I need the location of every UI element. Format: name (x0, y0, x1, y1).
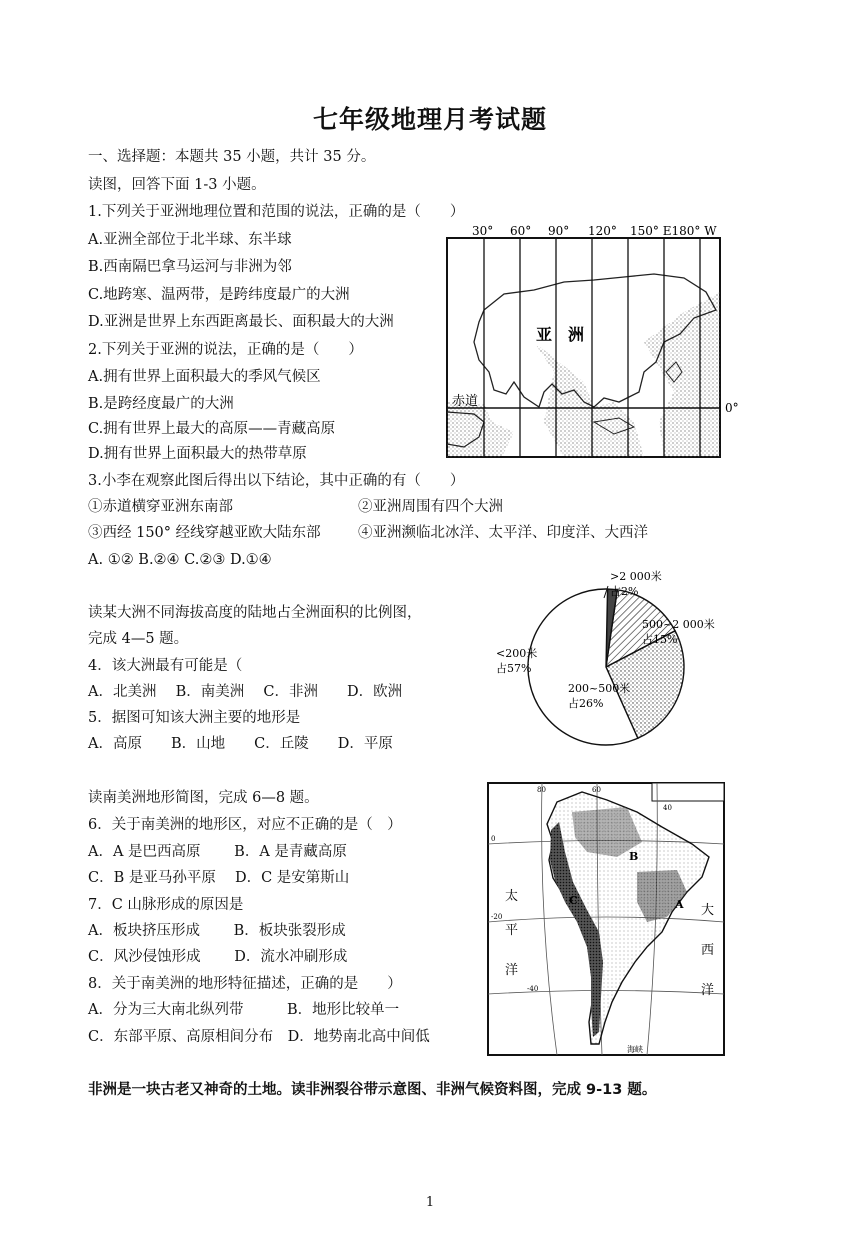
atlantic-label: 西 (701, 943, 715, 958)
question-1-option-b: B.西南隔巴拿马运河与非洲为邻 (88, 259, 292, 275)
section2-intro-line2: 完成 4—5 题。 (88, 631, 189, 647)
asia-continent-label: 亚 洲 (536, 325, 585, 344)
lat-label: -20 (491, 913, 503, 921)
lon-label: 80 (537, 786, 546, 794)
pie-label-range: <200米 (496, 647, 538, 660)
pie-label-share: 占15% (642, 633, 678, 646)
question-5-stem: 5．据图可知该大洲主要的地形是 (88, 710, 301, 726)
equator-label: 赤道 (452, 394, 479, 409)
south-america-map-figure (487, 782, 725, 1056)
page-number: 1 (425, 1195, 435, 1210)
asia-map-lon-label: 150° E180° W (630, 224, 717, 238)
asia-map-lon-label: 60° (510, 224, 532, 238)
elevation-pie-chart (476, 562, 736, 752)
asia-map-figure (444, 222, 744, 460)
sa-map-label-b: B (629, 850, 639, 863)
section3-intro: 读南美洲地形简图，完成 6—8 题。 (88, 790, 319, 806)
asia-map (444, 222, 744, 460)
question-3-stem: 3.小李在观察此图后得出以下结论，其中正确的有（ ） (88, 473, 465, 489)
pacific-label: 太 (505, 889, 519, 904)
asia-map-lon-label: 90° (548, 224, 570, 238)
question-7-stem: 7．C 山脉形成的原因是 (88, 897, 244, 913)
sa-map-label-a: A (675, 898, 684, 911)
question-3-options: A. ①② B.②④ C.②③ D.①④ (88, 552, 272, 568)
page-title: 七年级地理月考试题 (312, 105, 547, 134)
asia-map-lon-label: 120° (588, 224, 617, 238)
question-7-options-2: C．风沙侵蚀形成 D．流水冲刷形成 (88, 949, 348, 965)
question-3-statement-3: ③西经 150° 经线穿越亚欧大陆东部 (88, 525, 321, 541)
question-2-option-d: D.拥有世界上面积最大的热带草原 (88, 446, 307, 462)
pie-chart-svg (476, 562, 736, 752)
question-4-stem: 4．该大洲最有可能是（ (88, 658, 243, 674)
question-7-options-1: A．板块挤压形成 B．板块张裂形成 (88, 923, 346, 939)
pie-label-share: 占57% (496, 662, 532, 675)
lat-label: -40 (527, 985, 539, 993)
question-2-stem: 2.下列关于亚洲的说法，正确的是（ ） (88, 342, 363, 358)
section2-intro-line1: 读某大洲不同海拔高度的陆地占全洲面积的比例图， (88, 605, 422, 621)
pie-label-range: 500~2 000米 (642, 618, 715, 631)
pacific-label: 洋 (505, 963, 519, 978)
lat-label: 0 (491, 835, 496, 843)
question-1-option-d: D.亚洲是世界上东西距离最长、面积最大的大洲 (88, 314, 394, 330)
equator-value-label: 0° (725, 401, 739, 415)
question-3-statement-1: ①赤道横穿亚洲东南部 (88, 499, 233, 515)
question-8-stem: 8．关于南美洲的地形特征描述，正确的是 ） (88, 976, 402, 992)
atlantic-label: 大 (701, 903, 715, 918)
atlantic-label: 洋 (701, 983, 715, 998)
question-4-options: A．北美洲 B．南美洲 C．非洲 D．欧洲 (88, 684, 403, 700)
lon-label: 40 (663, 804, 672, 812)
pie-label-share: 占26% (568, 697, 604, 710)
pie-label-share: 占2% (610, 585, 639, 598)
question-6-options-2: C．B 是亚马孙平原 D．C 是安第斯山 (88, 870, 350, 886)
pie-label-range: 200~500米 (568, 682, 631, 695)
pie-label-range: >2 000米 (610, 570, 662, 583)
asia-map-lon-label: 30° (472, 224, 494, 238)
section4-intro: 非洲是一块古老又神奇的土地。读非洲裂谷带示意图、非洲气候资料图，完成 9-13 题。 (88, 1082, 657, 1098)
strait-label: 海峡 (627, 1045, 643, 1054)
question-2-option-b: B.是跨经度最广的大洲 (88, 396, 234, 412)
question-1-option-c: C.地跨寒、温两带，是跨纬度最广的大洲 (88, 287, 350, 303)
south-america-map (487, 782, 725, 1056)
question-2-option-a: A.拥有世界上面积最大的季风气候区 (88, 369, 321, 385)
pacific-label: 平 (505, 923, 519, 938)
section-intro: 读图，回答下面 1-3 小题。 (88, 177, 266, 193)
question-5-options: A．高原 B．山地 C．丘陵 D．平原 (88, 736, 393, 752)
question-1-stem: 1.下列关于亚洲地理位置和范围的说法，正确的是（ ） (88, 204, 465, 220)
question-8-options-1: A．分为三大南北纵列带 B．地形比较单一 (88, 1002, 400, 1018)
question-6-stem: 6．关于南美洲的地形区，对应不正确的是（ ） (88, 817, 402, 833)
question-8-options-2: C．东部平原、高原相间分布 D．地势南北高中间低 (88, 1029, 430, 1045)
question-3-statement-4: ④亚洲濒临北冰洋、太平洋、印度洋、大西洋 (358, 525, 648, 541)
question-3-statement-2: ②亚洲周围有四个大洲 (358, 499, 503, 515)
question-6-options-1: A．A 是巴西高原 B．A 是青藏高原 (88, 844, 347, 860)
question-2-option-c: C.拥有世界上最大的高原——青藏高原 (88, 421, 336, 437)
section-heading: 一、选择题：本题共 35 小题，共计 35 分。 (88, 149, 376, 165)
question-1-option-a: A.亚洲全部位于北半球、东半球 (88, 232, 292, 248)
lon-label: 60 (592, 786, 601, 794)
sa-map-label-c: C (569, 894, 578, 907)
